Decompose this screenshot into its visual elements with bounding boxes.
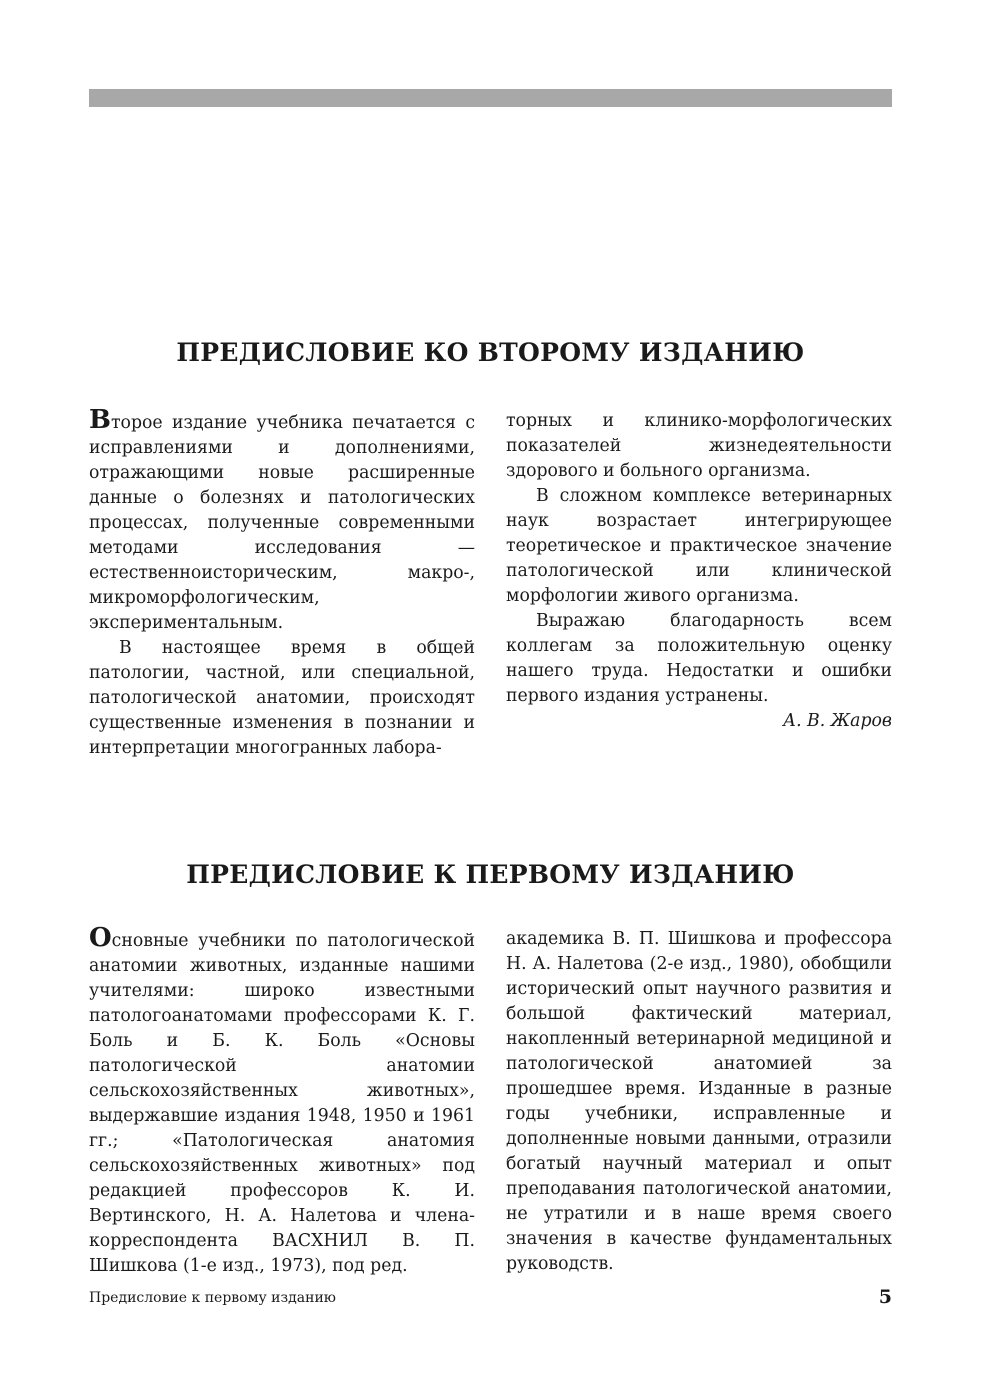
column-right-second-edition xyxy=(506,409,892,734)
section-title-second-edition: ПРЕДИСЛОВИЕ КО ВТОРОМУ ИЗДАНИЮ xyxy=(176,338,805,367)
author-signature: А. В. Жаров xyxy=(782,711,892,731)
drop-cap: В xyxy=(89,405,111,435)
header-rule xyxy=(89,89,892,107)
paragraph: Второе издание учебника печатается с исправлениями и дополнениями, отражающими новые расширенные данные о болезнях и патологических процессах, полученные современными методами исследования — естественноисторическим, макро-, микроморфологическим, экспериментальным. xyxy=(89,405,475,633)
paragraph: В сложном комплексе ветеринарных наук возрастает интегрирующее теоретическое и практическое значение патологической или клинической морфологии живого организма. xyxy=(506,486,892,606)
paragraph: В настоящее время в общей патологии, частной, или специальной, патологической анатомии, происходят существенные изменения в познании и интерпретации многогранных лабора- xyxy=(89,638,475,758)
paragraph: Основные учебники по патологической анатомии животных, изданные нашими учителями: широко известными патологоанатомами профессорами К. Г. Боль и Б. К. Боль «Основы патологической анатомии сельскохозяйственных животных», выдержавшие издания 1948, 1950 и 1961 гг.; «Патологическая анатомия сельскохозяйственных животных» под редакцией профессоров К. И. Вертинского, Н. А. Налетова и члена-корреспондента ВАСХНИЛ В. П. Шишкова (1-е изд., 1973), под ред. xyxy=(89,923,475,1276)
paragraph: торных и клинико-морфологических показателей жизнедеятельности здорового и больного организма. xyxy=(506,411,892,481)
column-left-second-edition xyxy=(89,405,475,761)
paragraph: академика В. П. Шишкова и профессора Н. А. Налетова (2-е изд., 1980), обобщили исторический опыт научного развития и большой фактический материал, накопленный ветеринарной медициной и патологической анатомией за прошедшее время. Изданные в разные годы учебники, исправленные и дополненные новыми данными, отразили богатый научный материал и опыт преподавания патологической анатомии, не утратили и в наше время своего значения в качестве фундаментальных руководств. xyxy=(506,929,892,1274)
column-right-first-edition xyxy=(506,927,892,1277)
column-left-first-edition xyxy=(89,923,475,1279)
page-number: 5 xyxy=(878,1286,892,1308)
running-title: Предисловие к первому изданию xyxy=(89,1290,336,1306)
drop-cap: О xyxy=(89,923,112,953)
paragraph: Выражаю благодарность всем коллегам за положительную оценку нашего труда. Недостатки и ошибки первого издания устранены. xyxy=(506,611,892,706)
section-title-first-edition: ПРЕДИСЛОВИЕ К ПЕРВОМУ ИЗДАНИЮ xyxy=(186,860,795,889)
